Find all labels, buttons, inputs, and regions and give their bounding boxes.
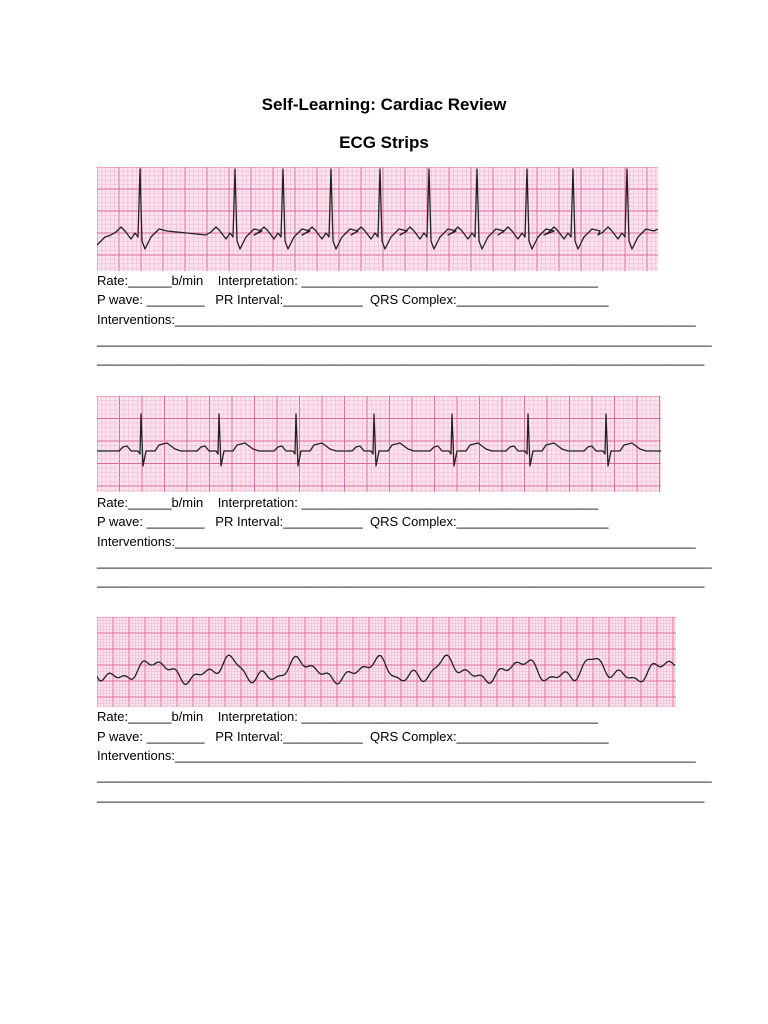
ecg-strip-3 (97, 617, 676, 707)
pwave-pr-qrs-line: P wave: ________ PR Interval:___________ QRS Complex:_____________________ (97, 292, 609, 307)
answer-blank-line: ____________________________________________________________________________________ (97, 788, 705, 803)
interventions-line: Interventions:________________________________________________________________________ (97, 748, 696, 763)
answer-blank-line: _____________________________________________________________________________________ (97, 332, 712, 347)
answer-blank-line: _____________________________________________________________________________________ (97, 554, 712, 569)
ecg-strip-1 (97, 167, 658, 271)
ecg-grid-background (97, 396, 661, 492)
rate-interpretation-line: Rate:______b/min Interpretation: _________________________________________ (97, 709, 598, 724)
answer-blank-line: _____________________________________________________________________________________ (97, 768, 712, 783)
interventions-line: Interventions:________________________________________________________________________ (97, 312, 696, 327)
ecg-strip-2 (97, 396, 661, 492)
pwave-pr-qrs-line: P wave: ________ PR Interval:___________ QRS Complex:_____________________ (97, 729, 609, 744)
rate-interpretation-line: Rate:______b/min Interpretation: _________________________________________ (97, 495, 598, 510)
answer-blank-line: ____________________________________________________________________________________ (97, 351, 705, 366)
document-subtitle: ECG Strips (339, 133, 429, 152)
document-title: Self-Learning: Cardiac Review (261, 95, 507, 114)
interventions-line: Interventions:________________________________________________________________________ (97, 534, 696, 549)
answer-blank-line: ____________________________________________________________________________________ (97, 573, 705, 588)
rate-interpretation-line: Rate:______b/min Interpretation: _________________________________________ (97, 273, 598, 288)
pwave-pr-qrs-line: P wave: ________ PR Interval:___________ QRS Complex:_____________________ (97, 514, 609, 529)
